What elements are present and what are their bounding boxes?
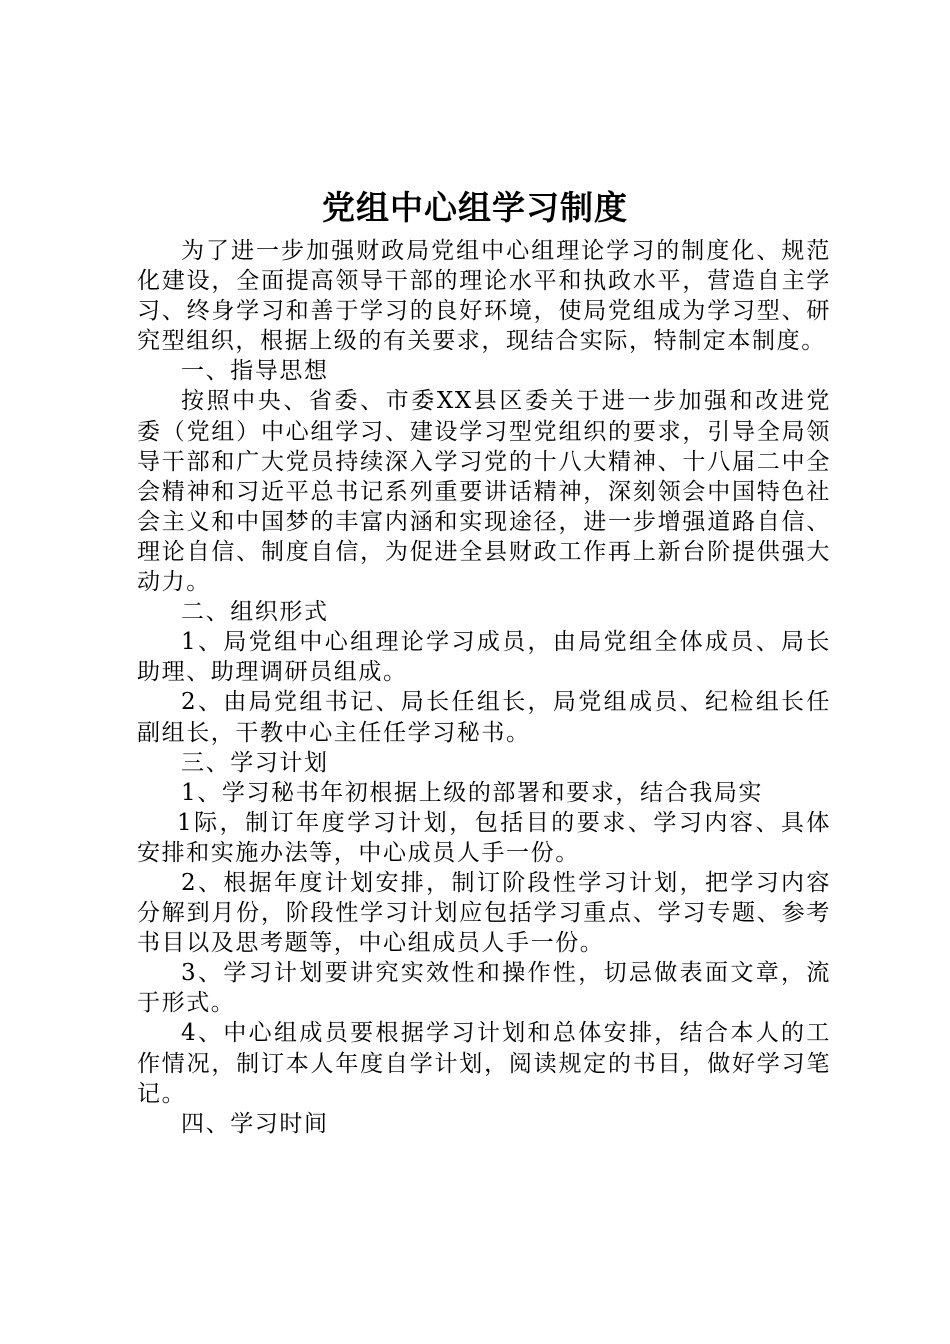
paragraph-study-plan-4: 4、中心组成员要根据学习计划和总体安排，结合本人的工作情况，制订本人年度自学计划，阅读规定的书目，做好学习笔记。 [137, 1020, 831, 1107]
document-body [137, 236, 831, 1139]
paragraph-guiding-ideology: 按照中央、省委、市委XX县区委关于进一步加强和改进党委（党组）中心组学习、建设学习型党组织的要求，引导全局领导干部和广大党员持续深入学习党的十八大精神、十八届二中全会精神和习近平总书记系列重要讲话精神，深刻领会中国特色社会主义和中国梦的丰富内涵和实现途径，进一步增强道路自信、理论自信、制度自信，为促进全县财政工作再上新台阶提供强大动力。 [137, 388, 831, 596]
paragraph-study-plan-1b: 1际，制订年度学习计划，包括目的要求、学习内容、具体安排和实施办法等，中心成员人手一份。 [137, 809, 831, 866]
paragraph-organization-2: 2、由局党组书记、局长任组长，局党组成员、纪检组长任副组长，干教中心主任任学习秘书。 [137, 689, 831, 746]
paragraph-study-plan-3: 3、学习计划要讲究实效性和操作性，切忌做表面文章，流于形式。 [137, 960, 831, 1017]
section-heading-organization: 二、组织形式 [181, 599, 329, 626]
paragraph-study-plan-2: 2、根据年度计划安排，制订阶段性学习计划，把学习内容分解到月份，阶段性学习计划应包括学习重点、学习专题、参考书目以及思考题等，中心组成员人手一份。 [137, 869, 831, 957]
section-heading-study-time: 四、学习时间 [181, 1110, 329, 1137]
intro-paragraph: 为了进一步加强财政局党组中心组理论学习的制度化、规范化建设，全面提高领导干部的理论水平和执政水平，营造自主学习、终身学习和善于学习的良好环境，使局党组成为学习型、研究型组织，根据上级的有关要求，现结合实际，特制定本制度。 [137, 238, 831, 355]
document-title: 党组中心组学习制度 [322, 188, 628, 227]
paragraph-organization-1: 1、局党组中心组理论学习成员，由局党组全体成员、局长助理、助理调研员组成。 [137, 629, 831, 686]
paragraph-study-plan-1a: 1、学习秘书年初根据上级的部署和要求，结合我局实 [181, 779, 764, 806]
section-heading-study-plan: 三、学习计划 [181, 749, 329, 776]
section-heading-guiding-ideology: 一、指导思想 [181, 358, 329, 385]
